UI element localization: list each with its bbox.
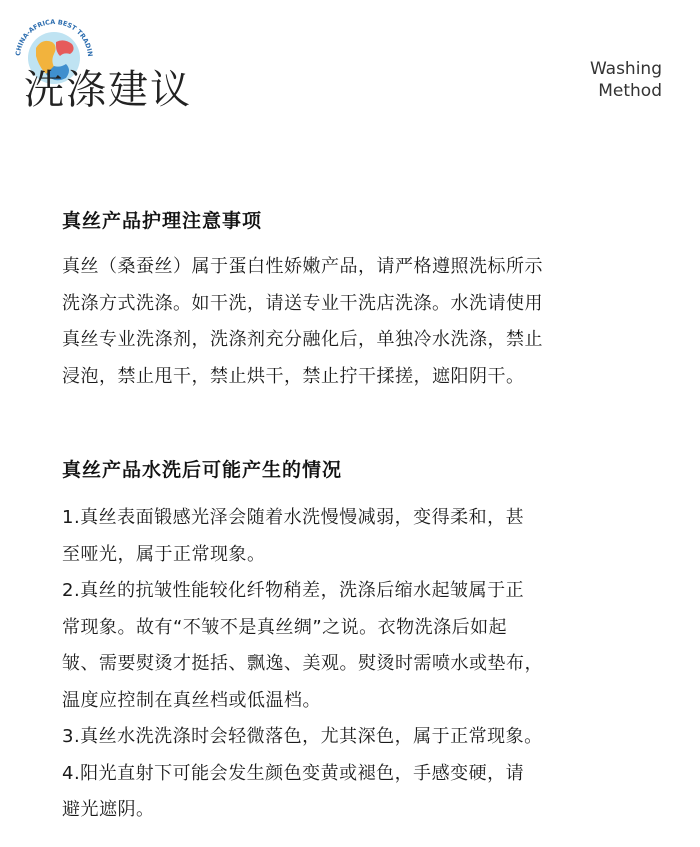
header-subtitle <box>590 58 662 102</box>
section-heading-care-notes: 真丝产品护理注意事项 <box>62 210 263 232</box>
body-line: 2.真丝的抗皱性能较化纤物稍差，洗涤后缩水起皱属于正 <box>62 580 525 601</box>
body-line: 皱、需要熨烫才挺括、飘逸、美观。熨烫时需喷水或垫布， <box>62 653 543 674</box>
section-heading-after-wash: 真丝产品水洗后可能产生的情况 <box>62 459 343 481</box>
page-title: 洗涤建议 <box>24 67 192 113</box>
body-line: 温度应控制在真丝档或低温档。 <box>62 689 321 711</box>
body-line: 真丝专业洗涤剂，洗涤剂充分融化后，单独冷水洗涤，禁止 <box>62 329 543 350</box>
body-line: 浸泡，禁止甩干，禁止烘干，禁止拧干揉搓，遮阳阴干。 <box>62 365 525 387</box>
body-line: 1.真丝表面锻感光泽会随着水洗慢慢减弱，变得柔和，甚 <box>62 507 525 528</box>
care-notes-section <box>62 206 652 395</box>
logo-arc-text: CHINA-AFRICA BEST TRADIN <box>14 17 95 58</box>
body-line: 4.阳光直射下可能会发生颜色变黄或褪色，手感变硬，请 <box>62 762 525 784</box>
body-line: 真丝（桑蚕丝）属于蛋白性娇嫩产品，请严格遵照洗标所示 <box>62 256 543 277</box>
body-line: 洗涤方式洗涤。如干洗，请送专业干洗店洗涤。水洗请使用 <box>62 292 543 314</box>
body-line: 至哑光，属于正常现象。 <box>62 543 266 565</box>
body-line: 避光遮阴。 <box>62 799 155 820</box>
body-line: 3.真丝水洗洗涤时会轻微落色，尤其深色，属于正常现象。 <box>62 726 543 747</box>
body-line: 常现象。故有“不皱不是真丝绸”之说。衣物洗涤后如起 <box>62 616 508 638</box>
after-wash-section <box>62 455 652 829</box>
subtitle-line-2: Method <box>598 81 662 101</box>
subtitle-line-1: Washing <box>589 59 662 79</box>
